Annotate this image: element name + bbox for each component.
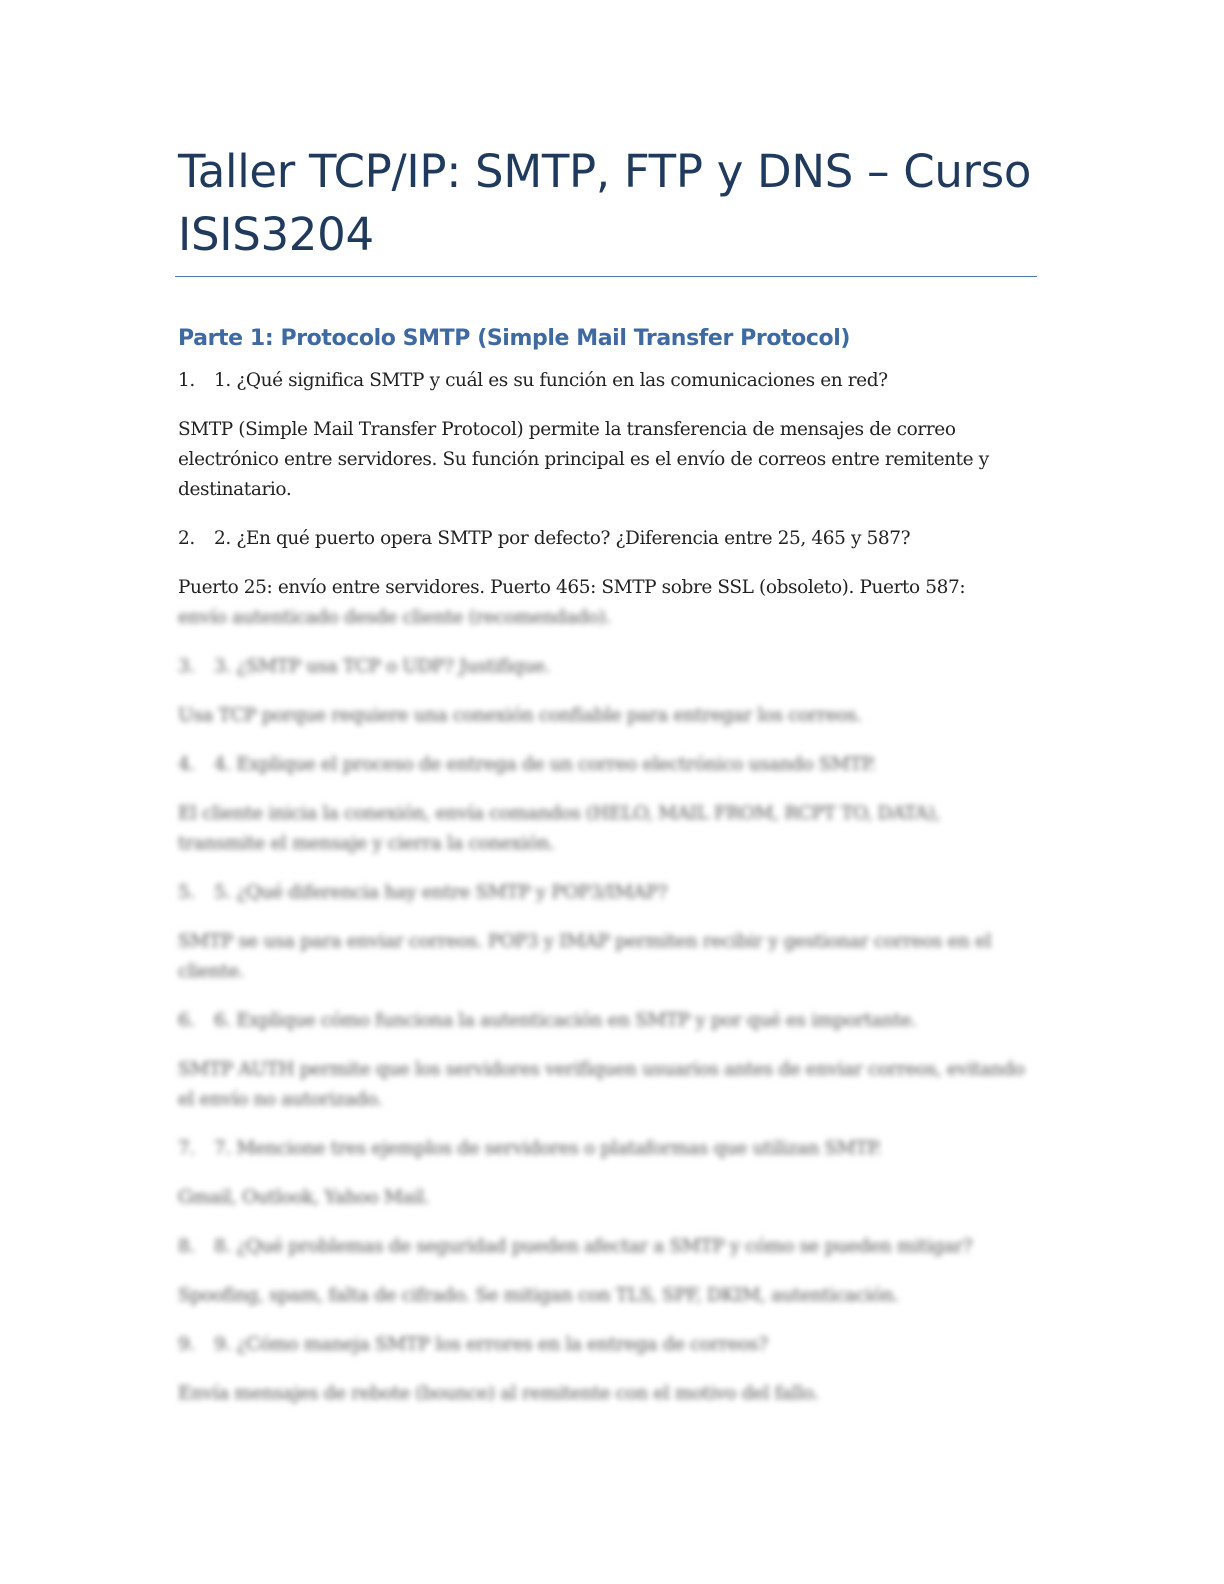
answer-7: Gmail, Outlook, Yahoo Mail. bbox=[178, 1187, 430, 1208]
document-title bbox=[178, 140, 1038, 266]
question-number: 4. bbox=[178, 754, 195, 775]
question-text: 3. ¿SMTP usa TCP o UDP? Justifique. bbox=[214, 656, 551, 677]
answer-6: SMTP AUTH permite que los servidores verifiquen usuarios antes de enviar correos, evitando el envío no autorizado. bbox=[178, 1059, 1025, 1110]
question-number: 7. bbox=[178, 1138, 195, 1159]
question-text: 8. ¿Qué problemas de seguridad pueden afectar a SMTP y cómo se pueden mitigar? bbox=[214, 1236, 973, 1257]
question-1 bbox=[178, 366, 1028, 396]
question-7 bbox=[178, 1134, 1028, 1164]
section-heading: Parte 1: Protocolo SMTP (Simple Mail Transfer Protocol) bbox=[178, 326, 851, 351]
answer-2-visible: Puerto 25: envío entre servidores. Puerto 465: SMTP sobre SSL (obsoleto). Puerto 587: bbox=[178, 577, 966, 598]
question-text: 9. ¿Cómo maneja SMTP los errores en la entrega de correos? bbox=[214, 1334, 768, 1355]
answer-2-blurred: envío autenticado desde cliente (recomendado). bbox=[178, 607, 611, 628]
answer-9: Envía mensajes de rebote (bounce) al remitente con el motivo del fallo. bbox=[178, 1383, 819, 1404]
title-underline bbox=[175, 276, 1037, 277]
document-body bbox=[178, 366, 1028, 1428]
title-line-2: ISIS3204 bbox=[178, 208, 374, 261]
question-number: 9. bbox=[178, 1334, 195, 1355]
answer-4: El cliente inicia la conexión, envía comandos (HELO, MAIL FROM, RCPT TO, DATA), transmite el mensaje y cierra la conexión. bbox=[178, 803, 941, 854]
question-text: 2. ¿En qué puerto opera SMTP por defecto? ¿Diferencia entre 25, 465 y 587? bbox=[214, 528, 911, 549]
question-number: 8. bbox=[178, 1236, 195, 1257]
question-3 bbox=[178, 652, 1028, 682]
question-text: 4. Explique el proceso de entrega de un correo electrónico usando SMTP. bbox=[214, 754, 876, 775]
question-5 bbox=[178, 878, 1028, 908]
document-page bbox=[178, 140, 1038, 1404]
question-9 bbox=[178, 1330, 1028, 1360]
question-number: 2. bbox=[178, 528, 195, 549]
question-text: 7. Mencione tres ejemplos de servidores o plataformas que utilizan SMTP. bbox=[214, 1138, 882, 1159]
question-number: 3. bbox=[178, 656, 195, 677]
answer-3: Usa TCP porque requiere una conexión confiable para entregar los correos. bbox=[178, 705, 862, 726]
question-6 bbox=[178, 1006, 1028, 1036]
title-line-1: Taller TCP/IP: SMTP, FTP y DNS – Curso bbox=[178, 145, 1032, 198]
answer-1: SMTP (Simple Mail Transfer Protocol) permite la transferencia de mensajes de correo electrónico entre servidores. Su función principal es el envío de correos entre remitente y destinatario. bbox=[178, 419, 989, 500]
answer-8: Spoofing, spam, falta de cifrado. Se mitigan con TLS, SPF, DKIM, autenticación. bbox=[178, 1285, 899, 1306]
question-text: 1. ¿Qué significa SMTP y cuál es su función en las comunicaciones en red? bbox=[214, 370, 888, 391]
question-4 bbox=[178, 750, 1028, 780]
answer-5: SMTP se usa para enviar correos. POP3 y IMAP permiten recibir y gestionar correos en el cliente. bbox=[178, 931, 992, 982]
answer-2 bbox=[178, 573, 1028, 633]
question-8 bbox=[178, 1232, 1028, 1262]
question-number: 1. bbox=[178, 370, 195, 391]
question-2 bbox=[178, 524, 1028, 554]
question-text: 6. Explique cómo funciona la autenticación en SMTP y por qué es importante. bbox=[214, 1010, 917, 1031]
question-number: 5. bbox=[178, 882, 195, 903]
blurred-content bbox=[178, 652, 1028, 1409]
question-text: 5. ¿Qué diferencia hay entre SMTP y POP3/IMAP? bbox=[214, 882, 668, 903]
question-number: 6. bbox=[178, 1010, 195, 1031]
